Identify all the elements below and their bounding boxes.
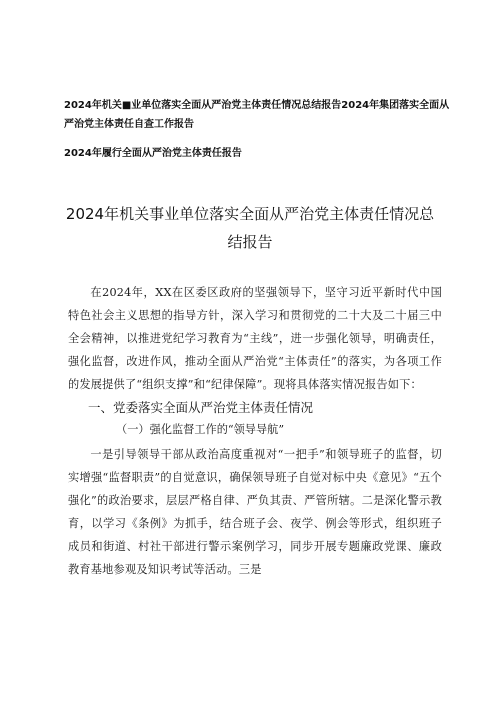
toc-item-1[interactable]: 2024年机关■业单位落实全面从严治党主体责任情况总结报告2024年集团落实全面从严治党主体责任自查工作报告: [64, 100, 450, 130]
subsection-heading: （一）强化监督工作的“领导导航”: [116, 423, 285, 436]
section-heading: 一、党委落实全面从严治党主体责任情况: [88, 400, 314, 415]
toc-item-2[interactable]: 2024年履行全面从严治党主体责任报告: [64, 148, 242, 159]
intro-paragraph: 在2024年，XX在区委区政府的坚强领导下，坚守习近平新时代中国特色社会主义思想的指导方针，深入学习和贯彻党的二十大及二十届三中全会精神，以推进党纪学习教育为“主线”，进一步强化领导，明确责任，强化监督，改进作风，推动全面从严治党“主体责任”的落实，为各项工作的发展提供了“组织支撑”和“纪律保障”。现将具体落实情况报告如下：: [68, 286, 442, 391]
body-paragraph: 一是引导领导干部从政治高度重视对“一把手”和领导班子的监督，切实增强“监督职责”的自觉意识，确保领导班子自觉对标中央《意见》“五个强化”的政治要求，层层严格自律、严负其责、严管所辖。二是深化警示教育，以学习《条例》为抓手，结合班子会、夜学、例会等形式，组织班子成员和街道、村社干部进行警示案例学习，同步开展专题廉政党课、廉政教育基地参观及知识考试等活动。三是: [68, 448, 442, 576]
document-title: 2024年机关事业单位落实全面从严治党主体责任情况总结报告: [65, 205, 435, 251]
